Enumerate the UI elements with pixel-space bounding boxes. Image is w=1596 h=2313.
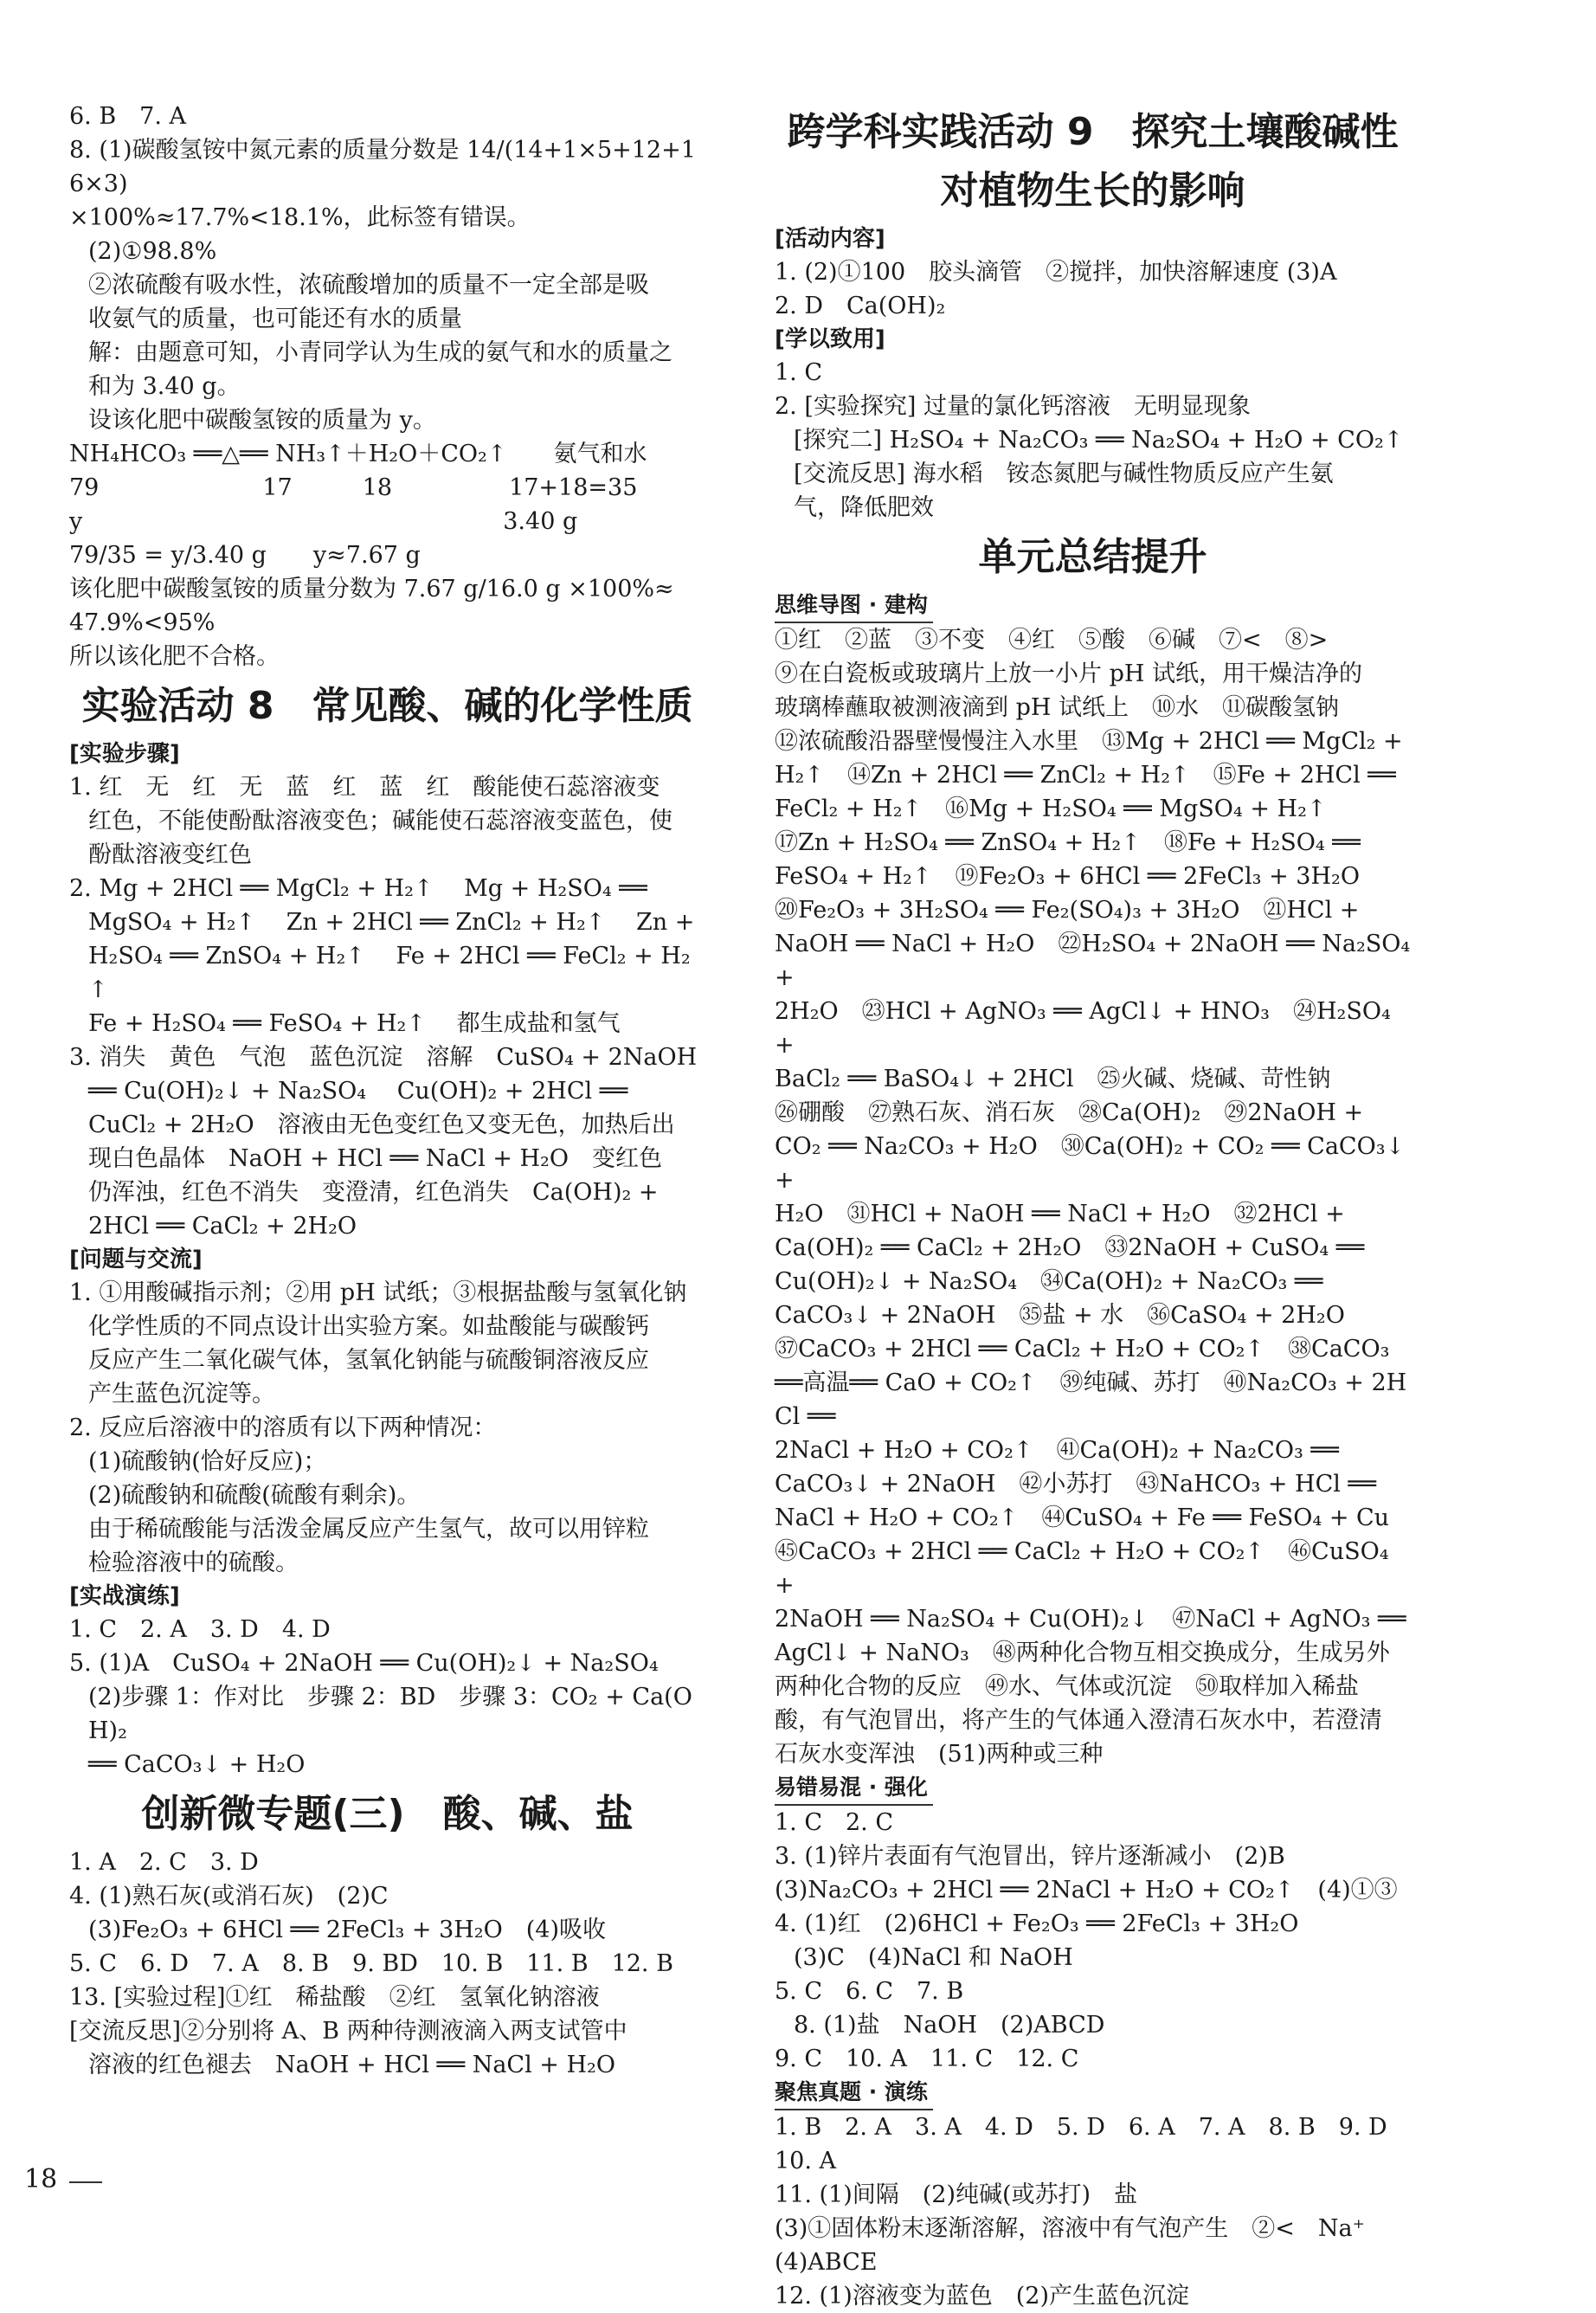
answer-line: ⑳Fe₂O₃ + 3H₂SO₄ ══ Fe₂(SO₄)₃ + 3H₂O ㉑HCl + [775, 897, 1360, 924]
answer-line: ②浓硫酸有吸水性，浓硫酸增加的质量不一定全部是吸 [88, 272, 649, 299]
answer-line: (3)C (4)NaCl 和 NaOH [794, 1944, 1073, 1971]
answer-line: (2)硫酸钠和硫酸(硫酸有剩余)。 [88, 1482, 421, 1509]
subsection-label: [学以致用] [775, 326, 885, 352]
answer-line: NaCl + H₂O + CO₂↑ ㊹CuSO₄ + Fe ══ FeSO₄ + Cu [775, 1504, 1390, 1531]
answer-line: 1. C 2. A 3. D 4. D [69, 1616, 331, 1643]
answer-line: 1. A 2. C 3. D [69, 1849, 259, 1876]
answer-line: 产生蓝色沉淀等。 [88, 1381, 275, 1408]
answer-line: ══ CaCO₃↓ + H₂O [88, 1751, 306, 1778]
answer-line: ══高温══ CaO + CO₂↑ ㊴纯碱、苏打 ㊵Na₂CO₃ + 2HCl ══ [775, 1369, 1407, 1430]
answer-line: 8. (1)碳酸氢铵中氮元素的质量分数是 14/(14+1×5+12+16×3) [69, 137, 696, 197]
answer-line: [探究二] H₂SO₄ + Na₂CO₃ ══ Na₂SO₄ + H₂O + CO₂↑ [794, 427, 1404, 454]
section-heading: 创新微专题(三) 酸、碱、盐 [141, 1792, 634, 1836]
answer-line: [交流反思]②分别将 A、B 两种待测液滴入两支试管中 [69, 2018, 627, 2045]
answer-line: 气，降低肥效 [794, 494, 934, 521]
answer-line: 溶液的红色褪去 NaOH + HCl ══ NaCl + H₂O [88, 2052, 616, 2078]
answer-line: 1. C 2. C [775, 1809, 894, 1836]
answer-line: (3)Na₂CO₃ + 2HCl ══ 2NaCl + H₂O + CO₂↑ (4)①③ [775, 1877, 1398, 1904]
answer-line: y 3.40 g [69, 508, 578, 535]
answer-line: 5. C 6. C 7. B [775, 1978, 964, 2005]
answer-line: 酸，有气泡冒出，将产生的气体通入澄清石灰水中，若澄清 [775, 1707, 1382, 1734]
page-number: 18 [24, 2164, 58, 2194]
answer-line: 由于稀硫酸能与活泼金属反应产生氢气，故可以用锌粒 [88, 1516, 649, 1543]
answer-line: 11. (1)间隔 (2)纯碱(或苏打) 盐 [775, 2181, 1138, 2208]
answer-line: 所以该化肥不合格。 [69, 643, 280, 670]
answer-line: 79 17 18 17+18=35 [69, 474, 638, 501]
answer-line: 2H₂O ㉓HCl + AgNO₃ ══ AgCl↓ + HNO₃ ㉔H₂SO₄ + [775, 998, 1391, 1059]
answer-line: 2. D Ca(OH)₂ [775, 293, 946, 319]
answer-line: (3)①固体粉末逐渐溶解，溶液中有气泡产生 ②< Na⁺ [775, 2215, 1365, 2242]
answer-line: 检验溶液中的硫酸。 [88, 1550, 299, 1576]
answer-line: 47.9%<95% [69, 609, 216, 636]
answer-line: 酚酞溶液变红色 [88, 841, 252, 868]
answer-line: BaCl₂ ══ BaSO₄↓ + 2HCl ㉕火碱、烧碱、苛性钠 [775, 1066, 1331, 1092]
section-heading: 跨学科实践活动 9 探究土壤酸碱性 [787, 110, 1399, 154]
subsection-label: [问题与交流] [69, 1247, 203, 1272]
answer-line: H₂O ㉛HCl + NaOH ══ NaCl + H₂O ㉜2HCl + [775, 1201, 1345, 1227]
answer-line: 反应产生二氧化碳气体，氢氧化钠能与硫酸铜溶液反应 [88, 1347, 649, 1374]
subsection-label: [实战演练] [69, 1583, 180, 1609]
subsection-label: [实验步骤] [69, 741, 180, 767]
answer-line: NH₄HCO₃ ══△══ NH₃↑＋H₂O＋CO₂↑ 氨气和水 [69, 441, 647, 467]
answer-line: Ca(OH)₂ ══ CaCl₂ + 2H₂O ㉝2NaOH + CuSO₄ ══ [775, 1234, 1365, 1261]
answer-line: 79/35 = y/3.40 g y≈7.67 g [69, 542, 421, 569]
section-heading: 单元总结提升 [978, 535, 1207, 579]
answer-line: Fe + H₂SO₄ ══ FeSO₄ + H₂↑ 都生成盐和氢气 [88, 1010, 621, 1037]
answer-line: (2)①98.8% [88, 238, 217, 265]
answer-line: 12. (1)溶液变为蓝色 (2)产生蓝色沉淀 [775, 2283, 1190, 2310]
answer-line: 两种化合物的反应 ㊾水、气体或沉淀 ㊿取样加入稀盐 [775, 1673, 1359, 1700]
answer-line: 玻璃棒蘸取被测液滴到 pH 试纸上 ⑩水 ⑪碳酸氢钠 [775, 694, 1339, 721]
answer-line: 13. [实验过程]①红 稀盐酸 ②红 氢氧化钠溶液 [69, 1984, 600, 2011]
answer-line: 1. B 2. A 3. A 4. D 5. D 6. A 7. A 8. B 9. D 10. A [775, 2114, 1411, 2174]
answer-line: 4. (1)熟石灰(或消石灰) (2)C [69, 1883, 389, 1910]
answer-line: (4)ABCE [775, 2249, 878, 2276]
answer-line: Cu(OH)₂↓ + Na₂SO₄ ㉞Ca(OH)₂ + Na₂CO₃ ══ [775, 1268, 1323, 1295]
answer-line: AgCl↓ + NaNO₃ ㊽两种化合物互相交换成分，生成另外 [775, 1640, 1390, 1666]
answer-line: 红色，不能使酚酞溶液变色；碱能使石蕊溶液变蓝色，使 [88, 808, 673, 834]
subheading: 易错易混 · 强化 [775, 1771, 933, 1806]
answer-line: 1. (2)①100 胶头滴管 ②搅拌，加快溶解速度 (3)A [775, 259, 1337, 286]
answer-line: (3)Fe₂O₃ + 6HCl ══ 2FeCl₃ + 3H₂O (4)吸收 [88, 1917, 606, 1943]
left-column [69, 100, 705, 2082]
answer-line: CaCO₃↓ + 2NaOH ㉟盐 + 水 ㊱CaSO₄ + 2H₂O [775, 1302, 1345, 1329]
answer-line: ×100%≈17.7%<18.1%，此标签有错误。 [69, 204, 531, 231]
answer-line: H₂↑ ⑭Zn + 2HCl ══ ZnCl₂ + H₂↑ ⑮Fe + 2HCl ══ [775, 762, 1396, 789]
subheading: 聚焦真题 · 演练 [775, 2076, 933, 2110]
answer-line: 9. C 10. A 11. C 12. C [775, 2046, 1079, 2072]
answer-line: 2. [实验探究] 过量的氯化钙溶液 无明显现象 [775, 393, 1251, 420]
subheading-row [775, 589, 1411, 623]
answer-line: ⑰Zn + H₂SO₄ ══ ZnSO₄ + H₂↑ ⑱Fe + H₂SO₄ ══ [775, 829, 1361, 856]
answer-line: 现白色晶体 NaOH + HCl ══ NaCl + H₂O 变红色 [88, 1145, 663, 1172]
answer-line: ㊺CaCO₃ + 2HCl ══ CaCl₂ + H₂O + CO₂↑ ㊻CuSO₄ + [775, 1538, 1389, 1599]
answer-line: 5. C 6. D 7. A 8. B 9. BD 10. B 11. B 12. B [69, 1950, 673, 1977]
answer-line: CaCO₃↓ + 2NaOH ㊷小苏打 ㊸NaHCO₃ + HCl ══ [775, 1471, 1376, 1498]
answer-line: ㊲CaCO₃ + 2HCl ══ CaCl₂ + H₂O + CO₂↑ ㊳CaCO₃ [775, 1336, 1390, 1363]
answer-line: 3. 消失 黄色 气泡 蓝色沉淀 溶解 CuSO₄ + 2NaOH [69, 1044, 698, 1071]
answer-line: FeSO₄ + H₂↑ ⑲Fe₂O₃ + 6HCl ══ 2FeCl₃ + 3H₂O [775, 863, 1360, 890]
answer-line: 3. (1)锌片表面有气泡冒出，锌片逐渐减小 (2)B [775, 1843, 1285, 1870]
answer-line: 解：由题意可知，小青同学认为生成的氨气和水的质量之 [88, 339, 673, 366]
answer-line: ══ Cu(OH)₂↓ + Na₂SO₄ Cu(OH)₂ + 2HCl ══ [88, 1078, 628, 1105]
answer-line: 化学性质的不同点设计出实验方案。如盐酸能与碳酸钙 [88, 1313, 649, 1340]
answer-line: NaOH ══ NaCl + H₂O ㉒H₂SO₄ + 2NaOH ══ Na₂SO₄ + [775, 931, 1411, 991]
answer-line: H₂SO₄ ══ ZnSO₄ + H₂↑ Fe + 2HCl ══ FeCl₂ + H₂↑ [88, 943, 691, 1003]
answer-line: 8. (1)盐 NaOH (2)ABCD [794, 2012, 1105, 2039]
subheading-row [775, 1771, 1411, 1806]
answer-line: 和为 3.40 g。 [88, 373, 241, 400]
answer-line: (2)步骤 1：作对比 步骤 2：BD 步骤 3：CO₂ + Ca(OH)₂ [88, 1684, 692, 1744]
answer-line: ⑫浓硫酸沿器壁慢慢注入水里 ⑬Mg + 2HCl ══ MgCl₂ + [775, 728, 1403, 755]
answer-line: 1. ①用酸碱指示剂；②用 pH 试纸；③根据盐酸与氢氧化钠 [69, 1279, 687, 1306]
subheading-row [775, 2076, 1411, 2110]
answer-line: 仍浑浊，红色不消失 变澄清，红色消失 Ca(OH)₂ + [88, 1179, 659, 1206]
section-heading: 对植物生长的影响 [940, 169, 1245, 213]
answer-line: 1. C [775, 359, 823, 386]
answer-line: 设该化肥中碳酸氢铵的质量为 y。 [88, 407, 436, 434]
page-number-dash [69, 2181, 102, 2183]
answer-line: 2HCl ══ CaCl₂ + 2H₂O [88, 1213, 357, 1240]
answer-line: 石灰水变浑浊 (51)两种或三种 [775, 1741, 1104, 1768]
subheading: 思维导图 · 建构 [775, 589, 933, 623]
subsection-label: [活动内容] [775, 226, 885, 252]
answer-line: ①红 ②蓝 ③不变 ④红 ⑤酸 ⑥碱 ⑦< ⑧> [775, 627, 1329, 654]
answer-line: MgSO₄ + H₂↑ Zn + 2HCl ══ ZnCl₂ + H₂↑ Zn + [88, 909, 695, 936]
answer-line: CO₂ ══ Na₂CO₃ + H₂O ㉚Ca(OH)₂ + CO₂ ══ CaCO₃↓ + [775, 1133, 1406, 1194]
answer-line: 6. B 7. A [69, 103, 187, 130]
answer-line: ㉖硼酸 ㉗熟石灰、消石灰 ㉘Ca(OH)₂ ㉙2NaOH + [775, 1099, 1364, 1126]
answer-line: 2. 反应后溶液中的溶质有以下两种情况： [69, 1414, 497, 1441]
answer-line: [交流反思] 海水稻 铵态氮肥与碱性物质反应产生氨 [794, 461, 1334, 487]
answer-line: 收氨气的质量，也可能还有水的质量 [88, 306, 462, 332]
answer-line: 5. (1)A CuSO₄ + 2NaOH ══ Cu(OH)₂↓ + Na₂SO₄ [69, 1650, 659, 1677]
answer-line: FeCl₂ + H₂↑ ⑯Mg + H₂SO₄ ══ MgSO₄ + H₂↑ [775, 796, 1327, 822]
answer-line: CuCl₂ + 2H₂O 溶液由无色变红色又变无色，加热后出 [88, 1111, 675, 1138]
answer-line: 1. 红 无 红 无 蓝 红 蓝 红 酸能使石蕊溶液变 [69, 774, 660, 801]
answer-line: 4. (1)红 (2)6HCl + Fe₂O₃ ══ 2FeCl₃ + 3H₂O [775, 1910, 1299, 1937]
section-heading: 实验活动 8 常见酸、碱的化学性质 [81, 684, 693, 728]
answer-line: 2NaOH ══ Na₂SO₄ + Cu(OH)₂↓ ㊼NaCl + AgNO₃ ══ [775, 1606, 1406, 1633]
answer-line: 该化肥中碳酸氢铵的质量分数为 7.67 g/16.0 g ×100%≈ [69, 576, 674, 602]
right-column [775, 100, 1411, 2313]
answer-line: 2. Mg + 2HCl ══ MgCl₂ + H₂↑ Mg + H₂SO₄ ══ [69, 875, 647, 902]
answer-line: 2NaCl + H₂O + CO₂↑ ㊶Ca(OH)₂ + Na₂CO₃ ══ [775, 1437, 1339, 1464]
answer-line: (1)硫酸钠(恰好反应)； [88, 1448, 327, 1475]
answer-line: ⑨在白瓷板或玻璃片上放一小片 pH 试纸，用干燥洁净的 [775, 660, 1362, 687]
